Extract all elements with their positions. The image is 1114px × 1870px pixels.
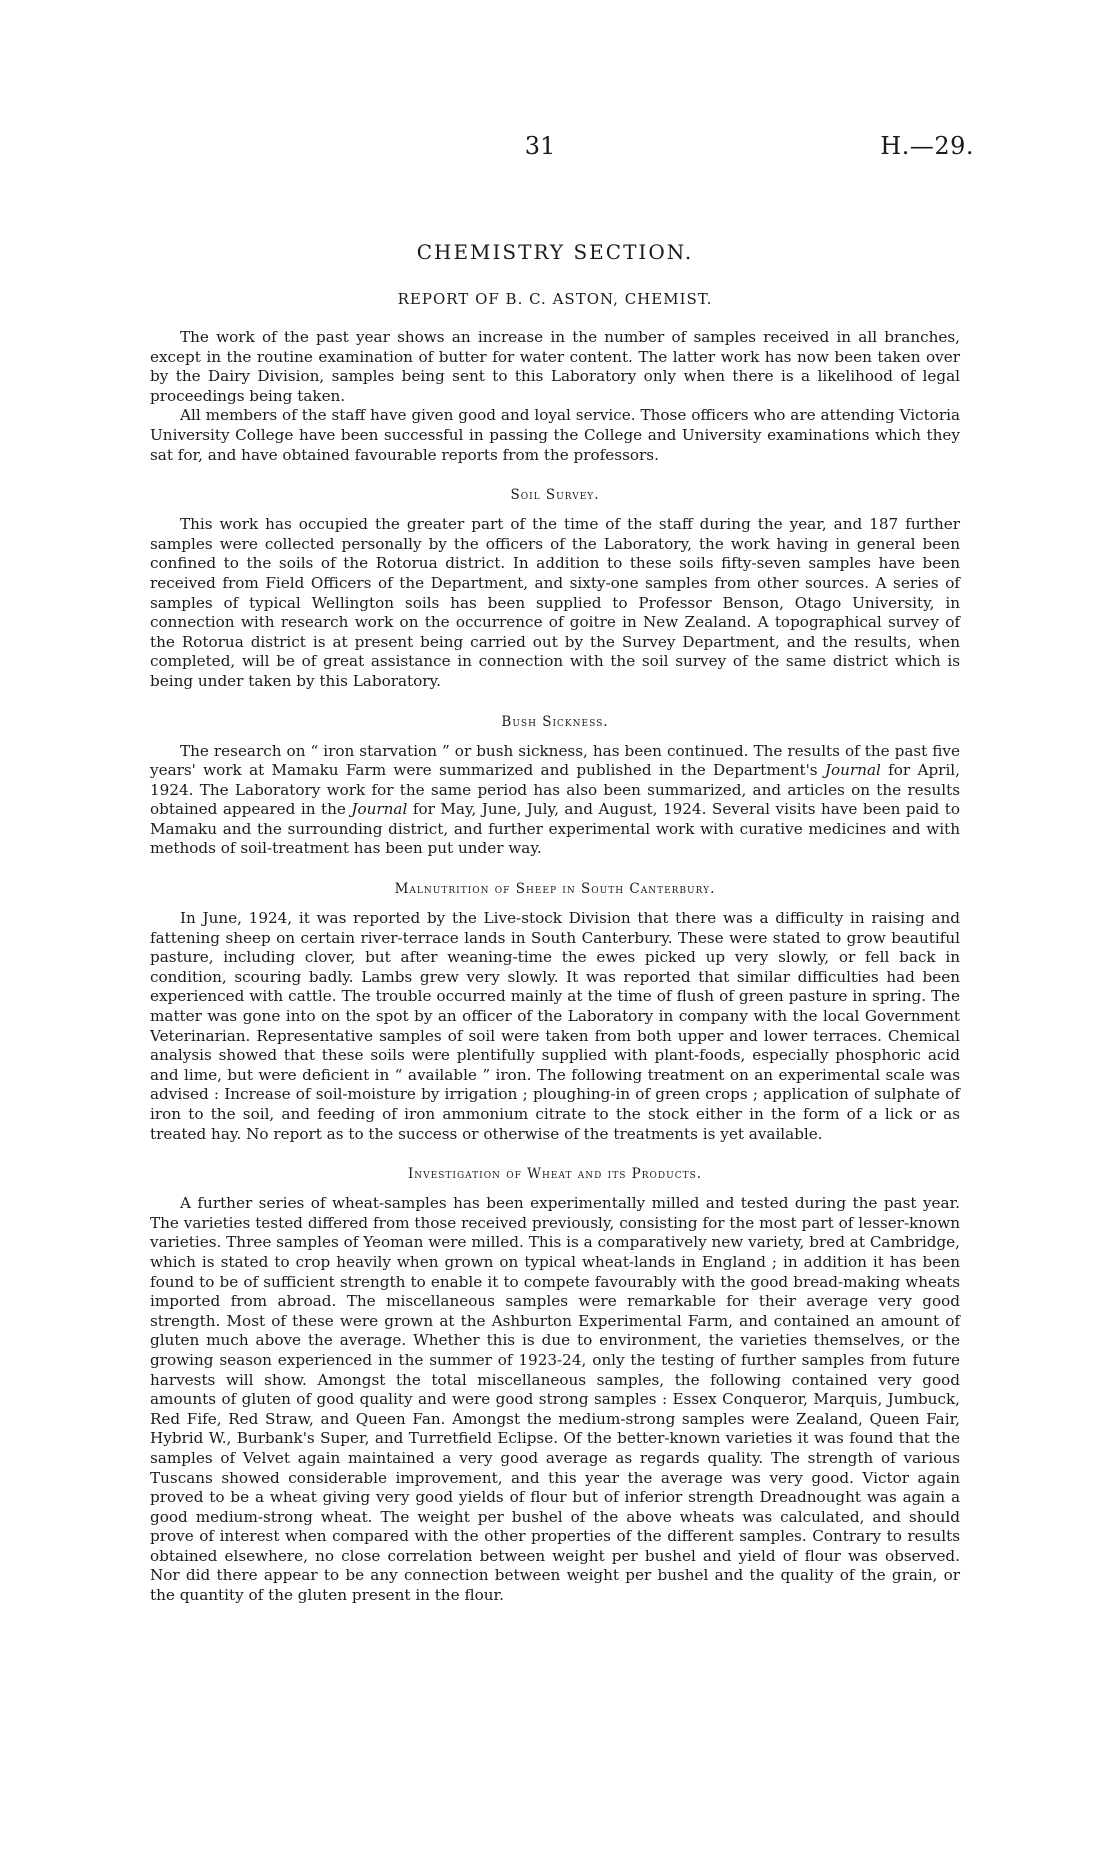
soil-survey-paragraph: This work has occupied the greater part of the time of the staff during the year, and 187 further samples were collected personally by the officers of the Laboratory, the work having in general been confined to the soils of the Rotorua district. In addition to these soils fifty-seven samples have been received from Field Officers of the Department, and sixty-one samples from other sources. A series of samples of typical Wellington soils has been supplied to Professor Benson, Otago University, in connection with research work on the occurrence of goitre in New Zealand. A topographical survey of the Rotorua district is at present being carried out by the Survey Department, and the results, when completed, will be of great assistance in connection with the soil survey of the same district which is being under taken by this Laboratory. bbox=[150, 515, 960, 690]
bush-sickness-paragraph bbox=[150, 742, 960, 860]
section-title: CHEMISTRY SECTION. bbox=[416, 240, 694, 264]
page-number: 31 bbox=[524, 132, 556, 160]
bush-sickness-text-2: for April, 1924. The Laboratory work for the same period has also been summarized, and articles on the results obtained appeared in the bbox=[150, 761, 960, 819]
intro-paragraph-2: All members of the staff have given good and loyal service. Those officers who are attending Victoria University College have been successful in passing the College and University examinations which they sat for, and have obtained favourable reports from the professors. bbox=[150, 406, 960, 464]
journal-title-1: Journal bbox=[824, 761, 881, 780]
document-reference: H.—29. bbox=[880, 132, 974, 160]
bush-sickness-text-1: The research on “ iron starvation ” or bush sickness, has been continued. The results of the past five years' work at Mamaku Farm were summarized and published in the Department's bbox=[150, 741, 960, 780]
intro-paragraph-1: The work of the past year shows an increase in the number of samples received in all branches, except in the routine examination of butter for water content. The latter work has now been taken over by the Dairy Division, samples being sent to this Laboratory only when there is a likelihood of legal proceedings being taken. bbox=[150, 328, 960, 405]
journal-title-2: Journal bbox=[351, 800, 408, 819]
wheat-paragraph: A further series of wheat-samples has been experimentally milled and tested during the past year. The varieties tested differed from those received previously, consisting for the most part of lesser-known varieties. Three samples of Yeoman were milled. This is a comparatively new variety, bred at Cambridge, which is stated to crop heavily when grown on typical wheat-lands in England ; in addition it has been found to be of sufficient strength to enable it to compete favourably with the good bread-making wheats imported from abroad. The miscellaneous samples were remarkable for their average very good strength. Most of these were grown at the Ashburton Experimental Farm, and contained an amount of gluten much above the average. Whether this is due to environment, the varieties themselves, or the growing season experienced in the summer of 1923-24, only the testing of further samples from future harvests will show. Amongst the total miscellaneous samples, the following contained very good amounts of gluten of good quality and were good strong samples : Essex Conqueror, Marquis, Jumbuck, Red Fife, Red Straw, and Queen Fan. Amongst the medium-strong samples were Zealand, Queen Fair, Hybrid W., Burbank's Super, and Turretfield Eclipse. Of the better-known varieties it was found that the samples of Velvet again maintained a very good average as regards quality. The strength of various Tuscans showed considerable improvement, and this year the average was very good. Victor again proved to be a wheat giving very good yields of flour but of inferior strength Dreadnought was again a good medium-strong wheat. The weight per bushel of the above wheats was calculated, and should prove of interest when compared with the other properties of the different samples. Contrary to results obtained elsewhere, no close correlation between weight per bushel and yield of flour was observed. Nor did there appear to be any connection between weight per bushel and the quality of the grain, or the quantity of the gluten present in the flour. bbox=[150, 1194, 960, 1605]
bush-sickness-heading: Bush Sickness. bbox=[501, 713, 609, 730]
malnutrition-heading: Malnutrition of Sheep in South Canterbury. bbox=[394, 881, 716, 898]
bush-sickness-text-3: for May, June, July, and August, 1924. Several visits have been paid to Mamaku and the surrounding district, and further experimental work with curative medicines and with methods of soil-treatment has been put under way. bbox=[150, 800, 960, 858]
wheat-heading: Investigation of Wheat and its Products. bbox=[407, 1166, 703, 1183]
report-subtitle: REPORT OF B. C. ASTON, CHEMIST. bbox=[397, 290, 713, 308]
soil-survey-heading: Soil Survey. bbox=[510, 487, 600, 504]
report-body bbox=[150, 240, 960, 1606]
malnutrition-paragraph: In June, 1924, it was reported by the Live-stock Division that there was a difficulty in raising and fattening sheep on certain river-terrace lands in South Canterbury. These were stated to grow beautiful pasture, including clover, but after weaning-time the ewes picked up very slowly, or fell back in condition, scouring badly. Lambs grew very slowly. It was reported that similar difficulties had been experienced with cattle. The trouble occurred mainly at the time of flush of green pasture in spring. The matter was gone into on the spot by an officer of the Laboratory in company with the local Government Veterinarian. Representative samples of soil were taken from both upper and lower terraces. Chemical analysis showed that these soils were plentifully supplied with plant-foods, especially phosphoric acid and lime, but were deficient in “ available ” iron. The following treatment on an experimental scale was advised : Increase of soil-moisture by irrigation ; ploughing-in of green crops ; application of sulphate of iron to the soil, and feeding of iron ammonium citrate to the stock either in the form of a lick or as treated hay. No report as to the success or otherwise of the treatments is yet available. bbox=[150, 909, 960, 1143]
